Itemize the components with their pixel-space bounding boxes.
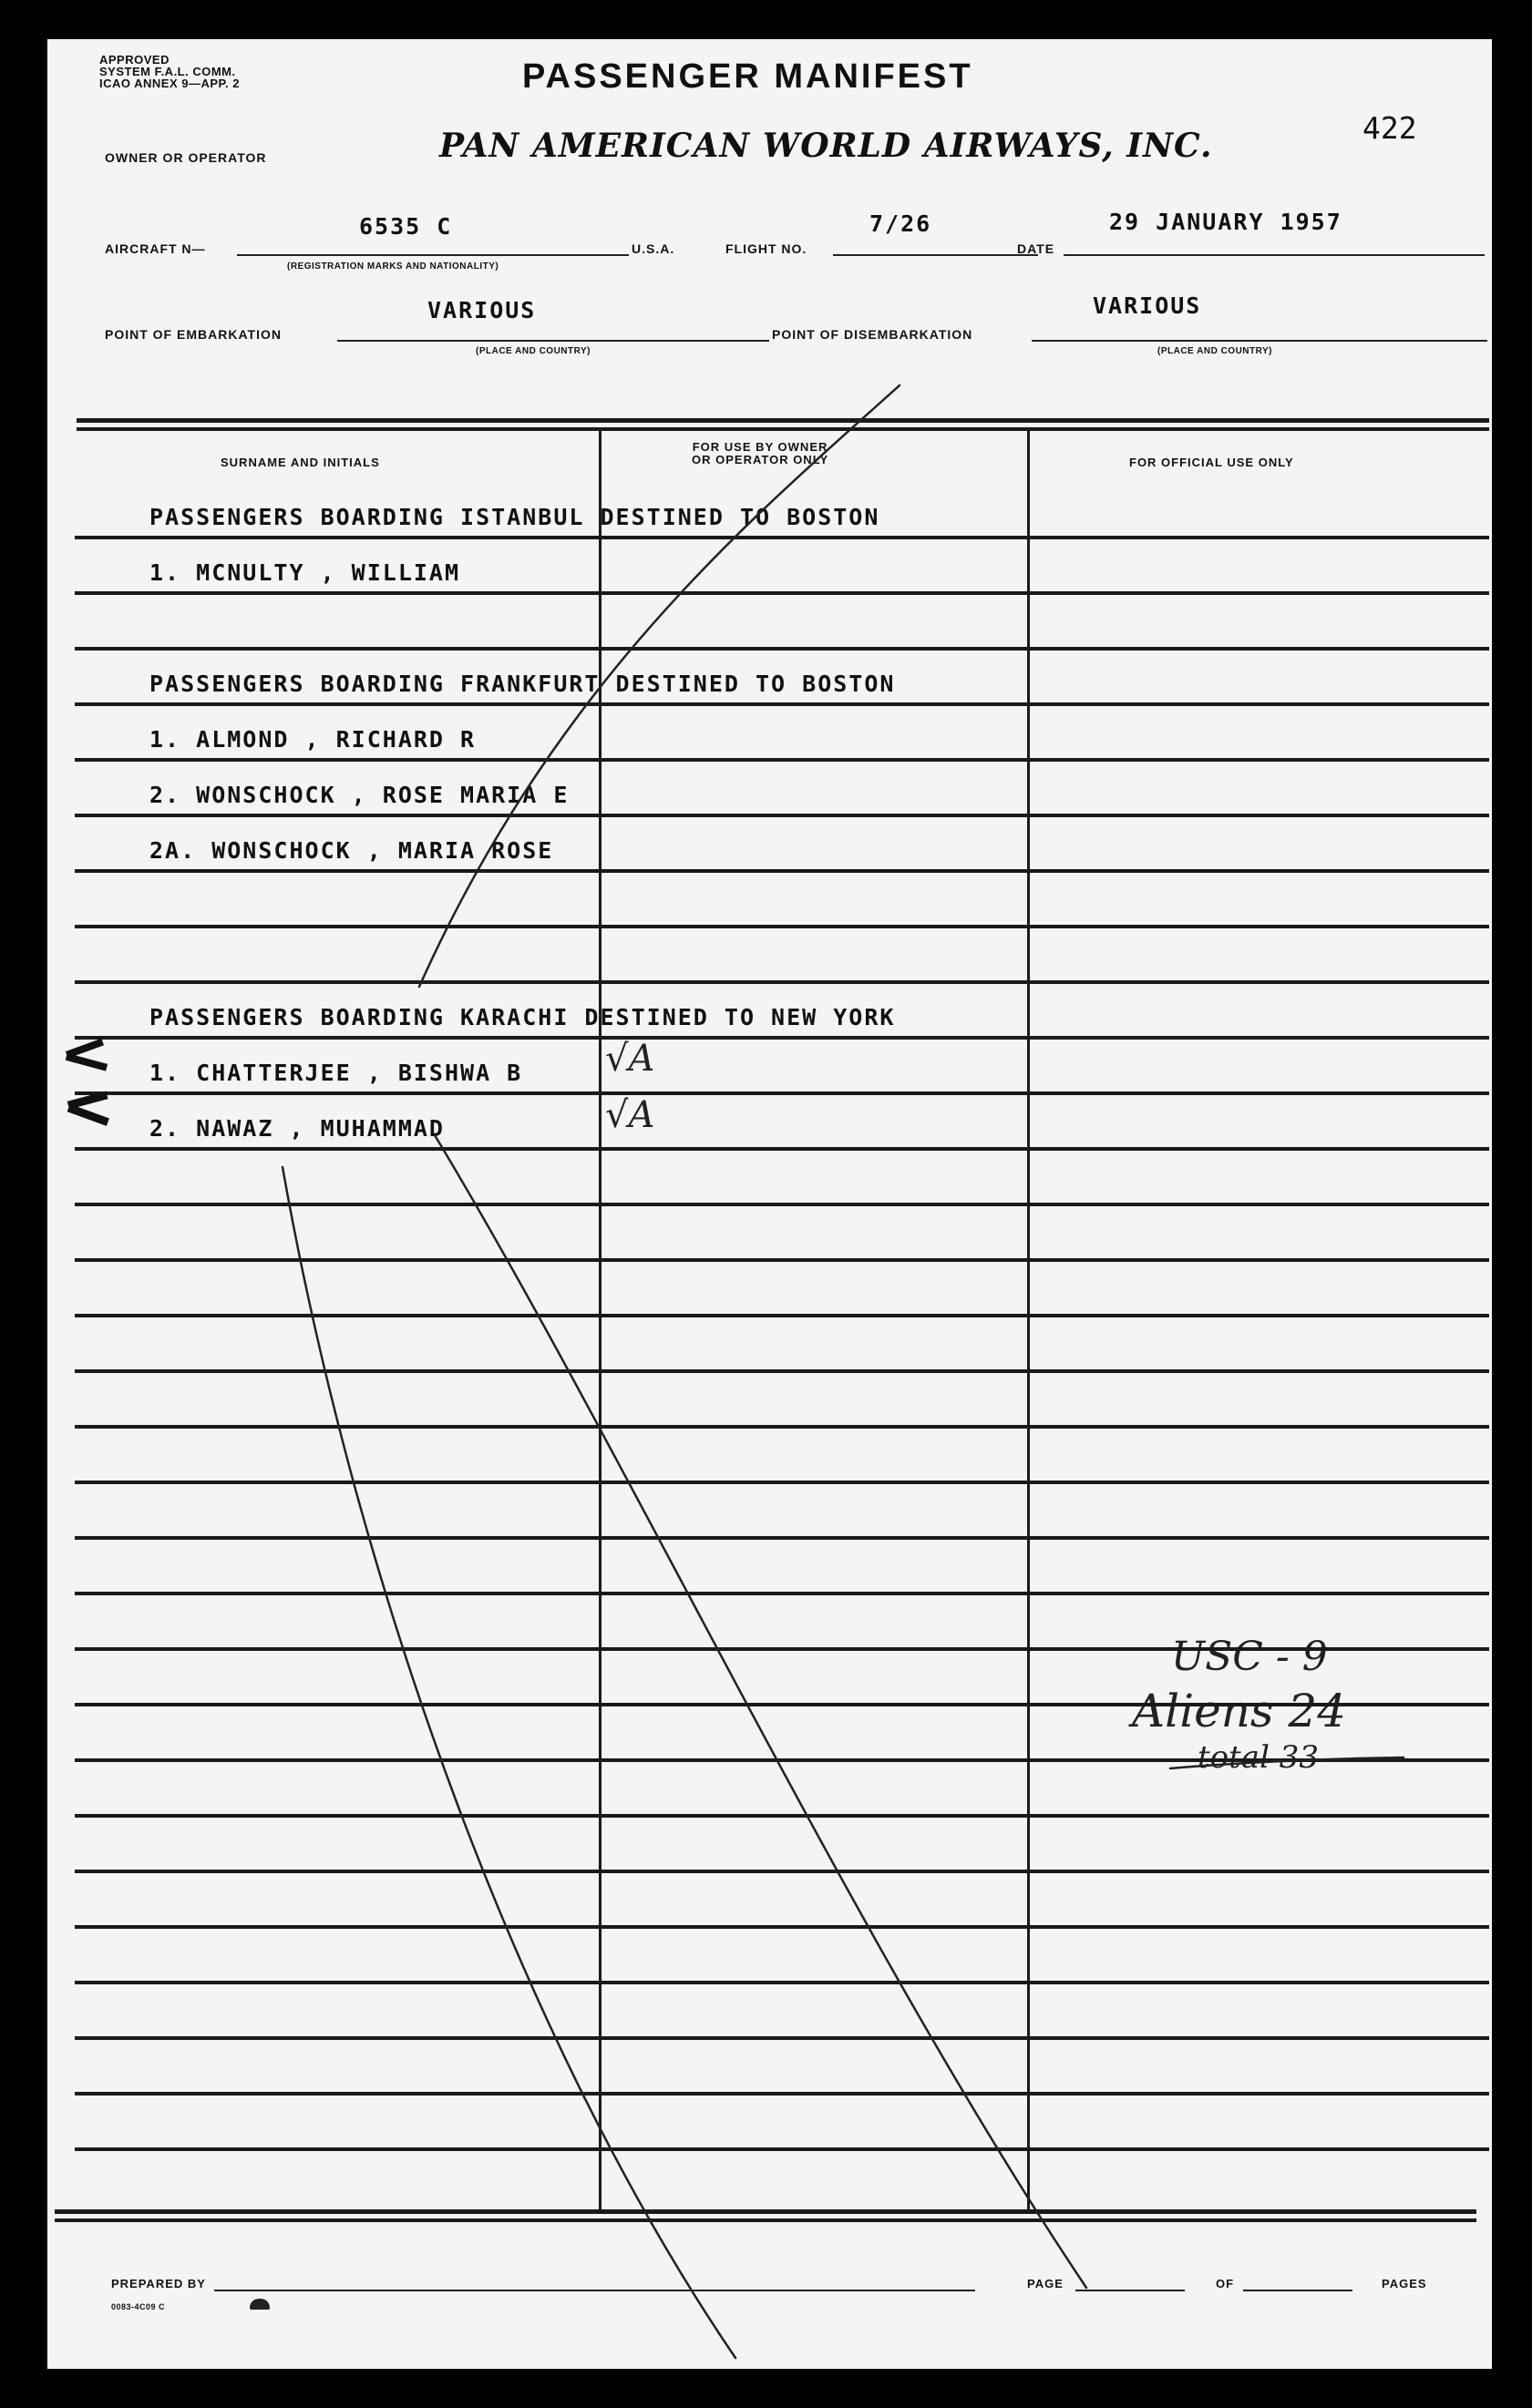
pen-stroke xyxy=(435,1135,1086,2288)
col-owner-header-line: OR OPERATOR ONLY xyxy=(692,453,829,466)
row-text: PASSENGERS BOARDING KARACHI DESTINED TO NEW YORK xyxy=(149,1004,896,1030)
aircraft-label: AIRCRAFT N— xyxy=(105,241,206,256)
scribble-marks xyxy=(66,1039,109,1126)
usa-label: U.S.A. xyxy=(632,241,675,256)
disembark-label: POINT OF DISEMBARKATION xyxy=(772,327,973,342)
checkmark: √A xyxy=(605,1094,655,1136)
handwritten-note: Aliens 24 xyxy=(1132,1685,1347,1737)
approval-line: ICAO ANNEX 9—APP. 2 xyxy=(99,77,240,90)
manifest-sheet xyxy=(47,39,1492,2369)
owner-label: OWNER OR OPERATOR xyxy=(105,150,267,165)
col-official-header: FOR OFFICIAL USE ONLY xyxy=(1129,456,1294,469)
pen-stroke xyxy=(419,385,900,987)
approval-line: APPROVED xyxy=(99,53,170,67)
disembark-sublabel: (PLACE AND COUNTRY) xyxy=(1157,346,1272,356)
flight-label: FLIGHT NO. xyxy=(725,241,807,256)
flight-value: 7/26 xyxy=(869,210,932,237)
embark-label: POINT OF EMBARKATION xyxy=(105,327,282,342)
row-text: PASSENGERS BOARDING ISTANBUL DESTINED TO BOSTON xyxy=(149,504,880,530)
form-title: PASSENGER MANIFEST xyxy=(522,57,973,96)
ruled-lines-and-pen-strokes xyxy=(47,39,1492,2369)
pages-label: PAGES xyxy=(1382,2277,1427,2290)
col-surname-header: SURNAME AND INITIALS xyxy=(221,456,380,469)
row-text: 1. ALMOND , RICHARD R xyxy=(149,726,477,753)
pen-stroke xyxy=(283,1167,735,2358)
aircraft-value: 6535 C xyxy=(359,213,453,240)
row-text: 2. WONSCHOCK , ROSE MARIA E xyxy=(149,782,570,808)
prepared-label: PREPARED BY xyxy=(111,2277,206,2290)
disembark-value: VARIOUS xyxy=(1093,292,1202,319)
col-owner-header-line: FOR USE BY OWNER xyxy=(692,440,828,454)
owner-value: PAN AMERICAN WORLD AIRWAYS, INC. xyxy=(439,127,1213,165)
date-label: DATE xyxy=(1017,241,1055,256)
embark-value: VARIOUS xyxy=(427,297,537,323)
checkmark: √A xyxy=(605,1038,655,1080)
handwritten-note: total 33 xyxy=(1198,1739,1320,1776)
approval-line: SYSTEM F.A.L. COMM. xyxy=(99,65,236,78)
row-text: 1. CHATTERJEE , BISHWA B xyxy=(149,1060,523,1086)
aircraft-sublabel: (REGISTRATION MARKS AND NATIONALITY) xyxy=(287,261,499,272)
of-label: OF xyxy=(1216,2277,1235,2290)
page-number-stamp: 422 xyxy=(1362,110,1417,146)
form-number: 0083-4C09 C xyxy=(111,2302,166,2311)
handwritten-note: USC - 9 xyxy=(1171,1634,1328,1680)
row-text: PASSENGERS BOARDING FRANKFURT DESTINED TO BOSTON xyxy=(149,671,896,697)
page-label: PAGE xyxy=(1027,2277,1064,2290)
row-text: 2. NAWAZ , MUHAMMAD xyxy=(149,1115,445,1142)
row-text: 1. MCNULTY , WILLIAM xyxy=(149,559,461,586)
embark-sublabel: (PLACE AND COUNTRY) xyxy=(476,346,591,356)
date-value: 29 JANUARY 1957 xyxy=(1109,209,1342,235)
row-text: 2A. WONSCHOCK , MARIA ROSE xyxy=(149,837,554,864)
